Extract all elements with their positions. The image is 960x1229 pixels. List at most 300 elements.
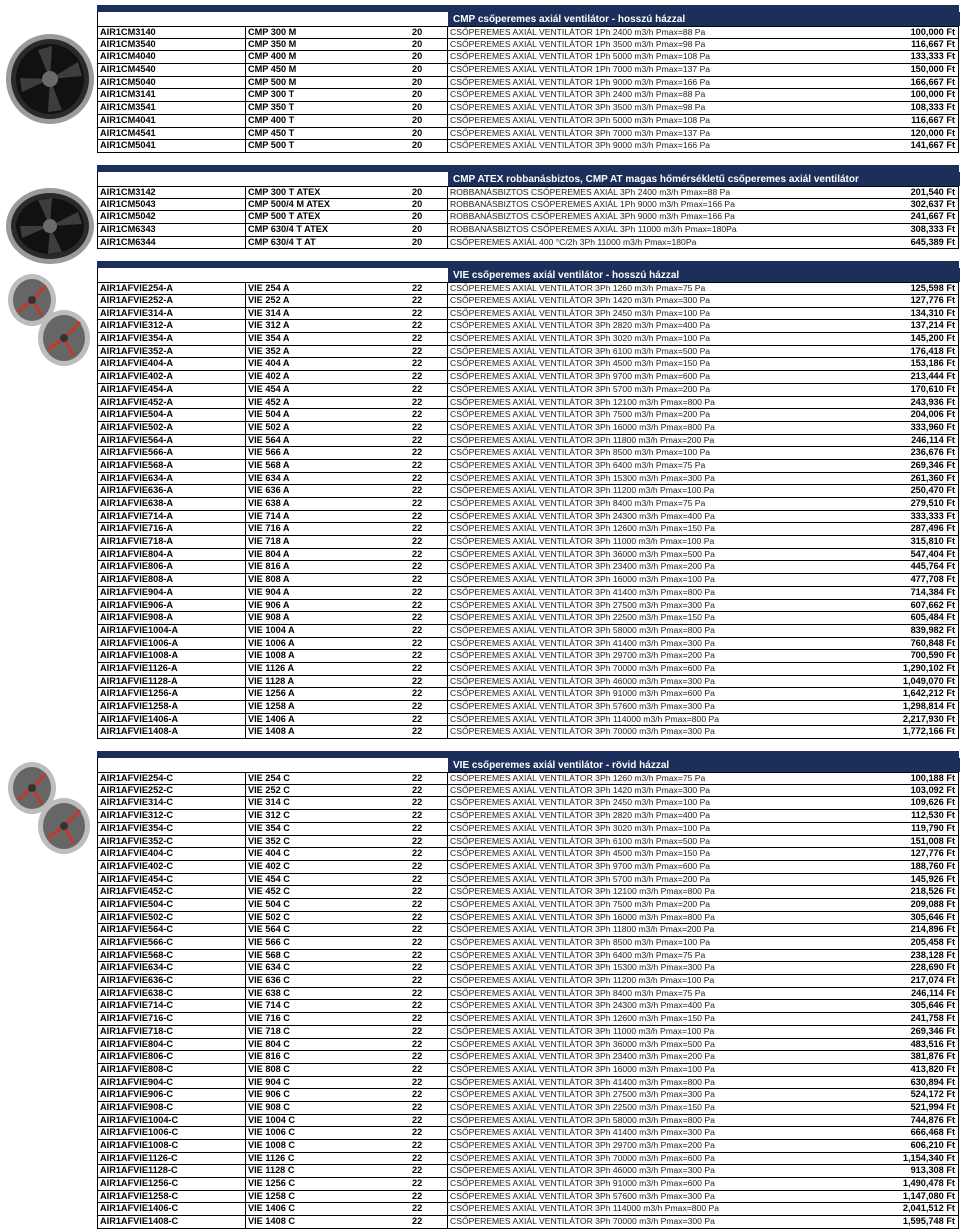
table-row [97,211,959,224]
quantity: 22 [396,523,448,535]
table-row [97,358,959,371]
model-name: CMP 300 T [248,89,295,100]
quantity: 20 [396,211,448,223]
quantity: 22 [396,1064,448,1076]
quantity: 22 [396,435,448,447]
model-name: VIE 402 A [248,371,290,382]
price: 302,637 Ft [910,198,955,209]
description: CSŐPEREMES AXIÁL VENTILÁTOR 3Ph 91000 m3/h Pmax=600 Pa [450,688,715,699]
quantity: 20 [396,64,448,76]
price: 246,114 Ft [911,987,955,998]
price: 1,147,080 Ft [902,1190,955,1201]
product-code: AIR1AFVIE568-C [98,950,246,962]
quantity: 22 [396,1051,448,1063]
description: CSŐPEREMES AXIÁL VENTILÁTOR 3Ph 6100 m3/h Pmax=500 Pa [450,345,711,356]
product-code: AIR1AFVIE906-A [98,600,246,612]
description: CSŐPEREMES AXIÁL VENTILÁTOR 3Ph 16000 m3/h Pmax=800 Pa [450,421,715,432]
product-code: AIR1AFVIE808-C [98,1064,246,1076]
product-code: AIR1AFVIE452-A [98,397,246,409]
quantity: 22 [396,587,448,599]
product-code: AIR1AFVIE354-C [98,823,246,835]
price: 213,444 Ft [910,371,955,382]
model-name: VIE 402 C [248,860,290,871]
price: 521,994 Ft [910,1101,955,1112]
model-name: VIE 904 C [248,1076,290,1087]
price: 2,217,930 Ft [902,713,955,724]
table-row [97,1013,959,1026]
model-name: VIE 504 A [248,409,290,420]
table-row [97,128,959,141]
table-row [97,186,959,199]
product-code: AIR1AFVIE312-A [98,320,246,332]
quantity: 22 [396,1216,448,1228]
price: 153,186 Ft [910,358,955,369]
description: CSŐPEREMES AXIÁL VENTILÁTOR 3Ph 11000 m3/h Pmax=100 Pa [450,1025,715,1036]
model-name: VIE 454 C [248,873,290,884]
quantity: 22 [396,1115,448,1127]
table-row [97,435,959,448]
description: CSŐPEREMES AXIÁL VENTILÁTOR 3Ph 11800 m3/h Pmax=200 Pa [450,924,715,935]
description: ROBBANÁSBIZTOS CSŐPEREMES AXIÁL 3Ph 2400 m3/h Pmax=88 Pa [450,186,731,197]
model-name: VIE 1408 A [248,726,295,737]
product-code: AIR1AFVIE252-C [98,785,246,797]
table-row [97,64,959,77]
table-row [97,823,959,836]
quantity: 20 [396,199,448,211]
model-name: VIE 404 C [248,848,290,859]
quantity: 20 [396,237,448,249]
section-header-bar [97,5,959,12]
product-code: AIR1AFVIE808-A [98,574,246,586]
description: CSŐPEREMES AXIÁL VENTILÁTOR 3Ph 7500 m3/h Pmax=200 Pa [450,409,711,420]
description: CSŐPEREMES AXIÁL VENTILÁTOR 3Ph 41400 m3/h Pmax=300 Pa [450,1127,715,1138]
table-row [97,1165,959,1178]
product-code: AIR1AFVIE566-C [98,937,246,949]
table-row [97,574,959,587]
product-code: AIR1CM3142 [98,187,246,198]
product-code: AIR1AFVIE716-A [98,523,246,535]
price: 108,333 Ft [910,102,955,113]
table-row [97,650,959,663]
product-code: AIR1AFVIE1258-C [98,1191,246,1203]
price: 1,298,814 Ft [902,701,955,711]
model-name: VIE 1006 A [248,637,295,648]
price: 214,896 Ft [910,924,955,935]
section-gap [97,249,959,261]
price: 100,000 Ft [910,27,955,37]
table-row [97,950,959,963]
description: CSŐPEREMES AXIÁL VENTILÁTOR 3Ph 41400 m3/h Pmax=800 Pa [450,1076,715,1087]
product-code: AIR1AFVIE564-A [98,435,246,447]
model-name: VIE 454 A [248,383,290,394]
model-name: VIE 254 C [248,773,290,784]
quantity: 20 [396,77,448,89]
quantity: 22 [396,473,448,485]
table-row [97,422,959,435]
product-code: AIR1CM5041 [98,140,246,152]
table-row [97,975,959,988]
description: CSŐPEREMES AXIÁL VENTILÁTOR 3Ph 2820 m3/h Pmax=400 Pa [450,810,711,821]
quantity: 22 [396,1165,448,1177]
model-name: VIE 568 C [248,949,290,960]
model-name: VIE 1256 C [248,1178,295,1189]
model-name: VIE 1408 C [248,1216,295,1227]
product-code: AIR1AFVIE906-C [98,1089,246,1101]
model-name: VIE 252 C [248,784,290,795]
price: 477,708 Ft [910,574,955,585]
description: CSŐPEREMES AXIÁL VENTILÁTOR 3Ph 8400 m3/h Pmax=75 Pa [450,498,706,508]
quantity: 22 [396,1140,448,1152]
description: CSŐPEREMES AXIÁL VENTILÁTOR 3Ph 70000 m3/h Pmax=300 Pa [450,1216,715,1227]
table-row [97,1178,959,1191]
product-code: AIR1AFVIE254-C [98,773,246,784]
fan-icon [0,186,95,266]
section-title-row [97,268,959,282]
model-name: VIE 718 C [248,1025,290,1036]
section-title: CMP csőperemes axiál ventilátor - hosszú házzal [453,14,686,25]
price: 305,646 Ft [910,911,955,922]
description: CSŐPEREMES AXIÁL VENTILÁTOR 3Ph 58000 m3/h Pmax=800 Pa [450,1114,715,1125]
price: 666,468 Ft [910,1127,955,1138]
product-code: AIR1AFVIE1128-A [98,676,246,688]
table-row [97,224,959,237]
model-name: VIE 354 C [248,822,290,833]
price: 279,510 Ft [910,498,955,508]
description: CSŐPEREMES AXIÁL VENTILÁTOR 3Ph 1420 m3/h Pmax=300 Pa [450,784,711,795]
price: 100,000 Ft [910,89,955,100]
model-name: CMP 500 T ATEX [248,211,321,222]
table-row [97,912,959,925]
table-row [97,384,959,397]
model-name: CMP 630/4 T ATEX [248,223,328,234]
quantity: 22 [396,536,448,548]
description: CSŐPEREMES AXIÁL VENTILÁTOR 3Ph 15300 m3/h Pmax=300 Pa [450,472,715,483]
model-name: CMP 350 M [248,38,297,49]
description: CSŐPEREMES AXIÁL VENTILÁTOR 3Ph 2450 m3/h Pmax=100 Pa [450,307,711,318]
description: CSŐPEREMES AXIÁL VENTILÁTOR 3Ph 58000 m3/h Pmax=800 Pa [450,624,715,635]
model-name: VIE 502 A [248,421,290,432]
product-code: AIR1AFVIE638-A [98,498,246,510]
table-row [97,663,959,676]
price: 150,000 Ft [910,64,955,75]
table-row [97,714,959,727]
model-name: VIE 1128 C [248,1165,295,1176]
product-code: AIR1AFVIE904-A [98,587,246,599]
description: CSŐPEREMES AXIÁL VENTILÁTOR 3Ph 9700 m3/h Pmax=600 Pa [450,860,711,871]
description: CSŐPEREMES AXIÁL VENTILÁTOR 3Ph 7000 m3/h Pmax=137 Pa [450,127,711,138]
product-code: AIR1AFVIE502-A [98,422,246,434]
description: CSŐPEREMES AXIÁL VENTILÁTOR 3Ph 12100 m3/h Pmax=800 Pa [450,396,715,407]
table-row [97,549,959,562]
section-title: VIE csőperemes axiál ventilátor - hosszú házzal [453,270,680,282]
description: CSŐPEREMES AXIÁL VENTILÁTOR 3Ph 6400 m3/h Pmax=75 Pa [450,949,706,960]
price: 1,290,102 Ft [902,662,955,673]
model-name: VIE 904 A [248,586,290,597]
table-row [97,498,959,511]
price: 205,458 Ft [910,937,955,947]
description: CSŐPEREMES AXIÁL VENTILÁTOR 3Ph 29700 m3/h Pmax=200 Pa [450,1140,715,1150]
description: CSŐPEREMES AXIÁL VENTILÁTOR 3Ph 91000 m3/h Pmax=600 Pa [450,1178,715,1189]
price: 241,667 Ft [910,211,955,222]
model-name: VIE 452 C [248,886,290,897]
product-code: AIR1AFVIE454-A [98,384,246,396]
section-title-row [97,12,959,26]
fan-pair-icon [2,760,94,856]
model-name: VIE 1258 C [248,1190,295,1201]
table-row [97,1127,959,1140]
model-name: VIE 254 A [248,283,290,294]
product-code: AIR1AFVIE504-C [98,899,246,911]
price: 483,516 Ft [910,1038,955,1049]
quantity: 22 [396,498,448,510]
price: 547,404 Ft [910,548,955,559]
description: CSŐPEREMES AXIÁL VENTILÁTOR 3Ph 22500 m3/h Pmax=150 Pa [450,612,715,623]
product-code: AIR1AFVIE636-A [98,485,246,497]
model-name: CMP 500 M [248,76,297,87]
model-name: VIE 452 A [248,396,290,407]
description: CSŐPEREMES AXIÁL VENTILÁTOR 3Ph 1260 m3/h Pmax=75 Pa [450,773,706,784]
price: 188,760 Ft [910,860,955,871]
quantity: 22 [396,600,448,612]
model-name: CMP 450 M [248,64,297,75]
table-row [97,899,959,912]
fan-pair-icon [2,272,94,368]
description: CSŐPEREMES AXIÁL VENTILÁTOR 3Ph 22500 m3/h Pmax=150 Pa [450,1101,715,1112]
table-row [97,848,959,861]
model-name: VIE 314 C [248,797,290,808]
model-name: VIE 634 C [248,962,290,973]
price: 305,646 Ft [910,1000,955,1011]
product-code: AIR1AFVIE254-A [98,283,246,294]
description: CSŐPEREMES AXIÁL VENTILÁTOR 3Ph 9700 m3/h Pmax=600 Pa [450,371,711,382]
price: 100,188 Ft [910,773,955,784]
model-name: VIE 808 C [248,1063,290,1074]
description: CSŐPEREMES AXIÁL VENTILÁTOR 3Ph 23400 m3/h Pmax=200 Pa [450,1051,715,1062]
table-row [97,1000,959,1013]
table-row [97,295,959,308]
table-row [97,1039,959,1052]
price: 760,848 Ft [910,637,955,648]
table-row [97,726,959,739]
description: CSŐPEREMES AXIÁL VENTILÁTOR 1Ph 3500 m3/h Pmax=98 Pa [450,38,706,49]
product-code: AIR1AFVIE1256-C [98,1178,246,1190]
model-name: VIE 908 A [248,612,290,623]
table-row [97,924,959,937]
product-code: AIR1AFVIE908-A [98,612,246,624]
model-name: VIE 1406 C [248,1203,295,1214]
table-row [97,282,959,295]
product-code: AIR1AFVIE1408-A [98,726,246,738]
model-name: VIE 714 A [248,510,290,521]
price: 645,389 Ft [910,236,955,247]
model-name: CMP 400 T [248,114,295,125]
price-list [97,5,959,1229]
product-code: AIR1CM4040 [98,51,246,63]
product-code: AIR1AFVIE352-C [98,836,246,848]
product-code: AIR1CM5042 [98,211,246,223]
price: 1,049,070 Ft [902,675,955,686]
quantity: 20 [396,39,448,51]
quantity: 22 [396,1127,448,1139]
product-code: AIR1AFVIE1004-A [98,625,246,637]
description: CSŐPEREMES AXIÁL VENTILÁTOR 3Ph 12600 m3/h Pmax=150 Pa [450,1013,715,1024]
quantity: 22 [396,460,448,472]
price: 714,384 Ft [910,586,955,597]
price: 120,000 Ft [910,127,955,138]
quantity: 22 [396,773,448,784]
price: 700,590 Ft [910,650,955,661]
quantity: 22 [396,346,448,358]
quantity: 20 [396,89,448,101]
table-row [97,397,959,410]
quantity: 22 [396,320,448,332]
quantity: 22 [396,714,448,726]
quantity: 22 [396,1026,448,1038]
description: CSŐPEREMES AXIÁL VENTILÁTOR 3Ph 2820 m3/h Pmax=400 Pa [450,320,711,331]
table-row [97,772,959,785]
price: 246,114 Ft [911,434,955,445]
quantity: 22 [396,397,448,409]
model-name: VIE 1004 A [248,624,295,635]
description: ROBBANÁSBIZTOS CSŐPEREMES AXIÁL 1Ph 9000 m3/h Pmax=166 Pa [450,198,735,209]
price: 218,526 Ft [910,886,955,897]
description: CSŐPEREMES AXIÁL VENTILÁTOR 3Ph 2450 m3/h Pmax=100 Pa [450,797,711,808]
table-row [97,937,959,950]
product-code: AIR1AFVIE634-A [98,473,246,485]
quantity: 22 [396,937,448,949]
table-row [97,701,959,714]
product-code: AIR1AFVIE352-A [98,346,246,358]
table-row [97,1064,959,1077]
table-row [97,836,959,849]
price: 217,074 Ft [910,975,955,986]
product-code: AIR1AFVIE504-A [98,409,246,421]
quantity: 22 [396,358,448,370]
model-name: VIE 1006 C [248,1127,295,1138]
price: 381,876 Ft [910,1051,955,1062]
model-name: VIE 636 C [248,975,290,986]
model-name: CMP 300 M [248,27,297,37]
price: 524,172 Ft [910,1089,955,1100]
table-row [97,1115,959,1128]
product-code: AIR1AFVIE314-A [98,308,246,320]
description: ROBBANÁSBIZTOS CSŐPEREMES AXIÁL 3Ph 11000 m3/h Pmax=180Pa [450,223,737,234]
product-code: AIR1AFVIE804-C [98,1039,246,1051]
product-code: AIR1AFVIE804-A [98,549,246,561]
quantity: 22 [396,650,448,662]
description: CSŐPEREMES AXIÁL VENTILÁTOR 3Ph 11200 m3/h Pmax=100 Pa [450,485,715,496]
quantity: 22 [396,333,448,345]
model-name: VIE 568 A [248,459,290,470]
quantity: 22 [396,899,448,911]
quantity: 22 [396,701,448,713]
price: 606,210 Ft [910,1140,955,1150]
quantity: 22 [396,371,448,383]
model-name: VIE 504 C [248,898,290,909]
price: 250,470 Ft [910,485,955,496]
model-name: CMP 300 T ATEX [248,186,321,197]
table-row [97,1102,959,1115]
table-row [97,308,959,321]
description: CSŐPEREMES AXIÁL VENTILÁTOR 3Ph 6400 m3/h Pmax=75 Pa [450,459,706,470]
price: 308,333 Ft [910,223,955,234]
table-row [97,39,959,52]
price: 116,667 Ft [911,38,955,49]
description: CSŐPEREMES AXIÁL VENTILÁTOR 3Ph 36000 m3/h Pmax=500 Pa [450,1038,715,1049]
price: 127,776 Ft [910,848,955,859]
table-row [97,1051,959,1064]
description: CSŐPEREMES AXIÁL VENTILÁTOR 3Ph 3020 m3/h Pmax=100 Pa [450,333,711,344]
description: CSŐPEREMES AXIÁL VENTILÁTOR 3Ph 16000 m3/h Pmax=100 Pa [450,574,715,585]
price: 243,936 Ft [910,396,955,407]
description: CSŐPEREMES AXIÁL VENTILÁTOR 1Ph 2400 m3/h Pmax=88 Pa [450,27,706,37]
quantity: 22 [396,1153,448,1165]
table-row [97,587,959,600]
product-code: AIR1AFVIE1006-C [98,1127,246,1139]
product-code: AIR1AFVIE1406-A [98,714,246,726]
quantity: 22 [396,308,448,320]
product-code: AIR1AFVIE908-C [98,1102,246,1114]
description: CSŐPEREMES AXIÁL VENTILÁTOR 3Ph 24300 m3/h Pmax=400 Pa [450,1000,715,1011]
description: CSŐPEREMES AXIÁL 400 °C/2h 3Ph 11000 m3/h Pmax=180Pa [450,236,697,247]
price: 127,776 Ft [910,295,955,305]
model-name: VIE 636 A [248,485,290,496]
model-name: VIE 1258 A [248,701,295,711]
table-row [97,638,959,651]
price: 605,484 Ft [910,612,955,623]
table-row [97,1089,959,1102]
table-row [97,625,959,638]
table-row [97,536,959,549]
model-name: VIE 312 C [248,810,290,821]
description: CSŐPEREMES AXIÁL VENTILÁTOR 3Ph 27500 m3/h Pmax=300 Pa [450,599,715,610]
description: CSŐPEREMES AXIÁL VENTILÁTOR 3Ph 46000 m3/h Pmax=300 Pa [450,1165,715,1176]
table-row [97,473,959,486]
price: 125,598 Ft [910,283,955,294]
price: 241,758 Ft [910,1013,955,1024]
model-name: VIE 1128 A [248,675,295,686]
description: CSŐPEREMES AXIÁL VENTILÁTOR 3Ph 23400 m3/h Pmax=200 Pa [450,561,715,572]
model-name: VIE 502 C [248,911,290,922]
quantity: 22 [396,511,448,523]
table-row [97,346,959,359]
price: 269,346 Ft [910,459,955,470]
table-row [97,523,959,536]
description: CSŐPEREMES AXIÁL VENTILÁTOR 3Ph 5000 m3/h Pmax=108 Pa [450,114,711,125]
price: 413,820 Ft [910,1063,955,1074]
description: CSŐPEREMES AXIÁL VENTILÁTOR 3Ph 11800 m3/h Pmax=200 Pa [450,434,715,445]
product-code: AIR1AFVIE714-A [98,511,246,523]
section-gap [97,153,959,165]
table-row [97,676,959,689]
product-code: AIR1AFVIE806-C [98,1051,246,1063]
model-name: VIE 566 A [248,447,290,458]
model-name: VIE 1126 C [248,1152,295,1163]
model-name: VIE 1256 A [248,688,295,699]
section-gap [97,739,959,751]
quantity: 22 [396,447,448,459]
quantity: 22 [396,924,448,936]
table-row [97,409,959,422]
quantity: 22 [396,1089,448,1101]
quantity: 22 [396,1178,448,1190]
model-name: VIE 312 A [248,320,290,331]
product-code: AIR1AFVIE638-C [98,988,246,1000]
description: CSŐPEREMES AXIÁL VENTILÁTOR 3Ph 24300 m3/h Pmax=400 Pa [450,510,715,521]
description: CSŐPEREMES AXIÁL VENTILÁTOR 3Ph 27500 m3/h Pmax=300 Pa [450,1089,715,1100]
product-code: AIR1AFVIE718-C [98,1026,246,1038]
product-code: AIR1CM3541 [98,102,246,114]
